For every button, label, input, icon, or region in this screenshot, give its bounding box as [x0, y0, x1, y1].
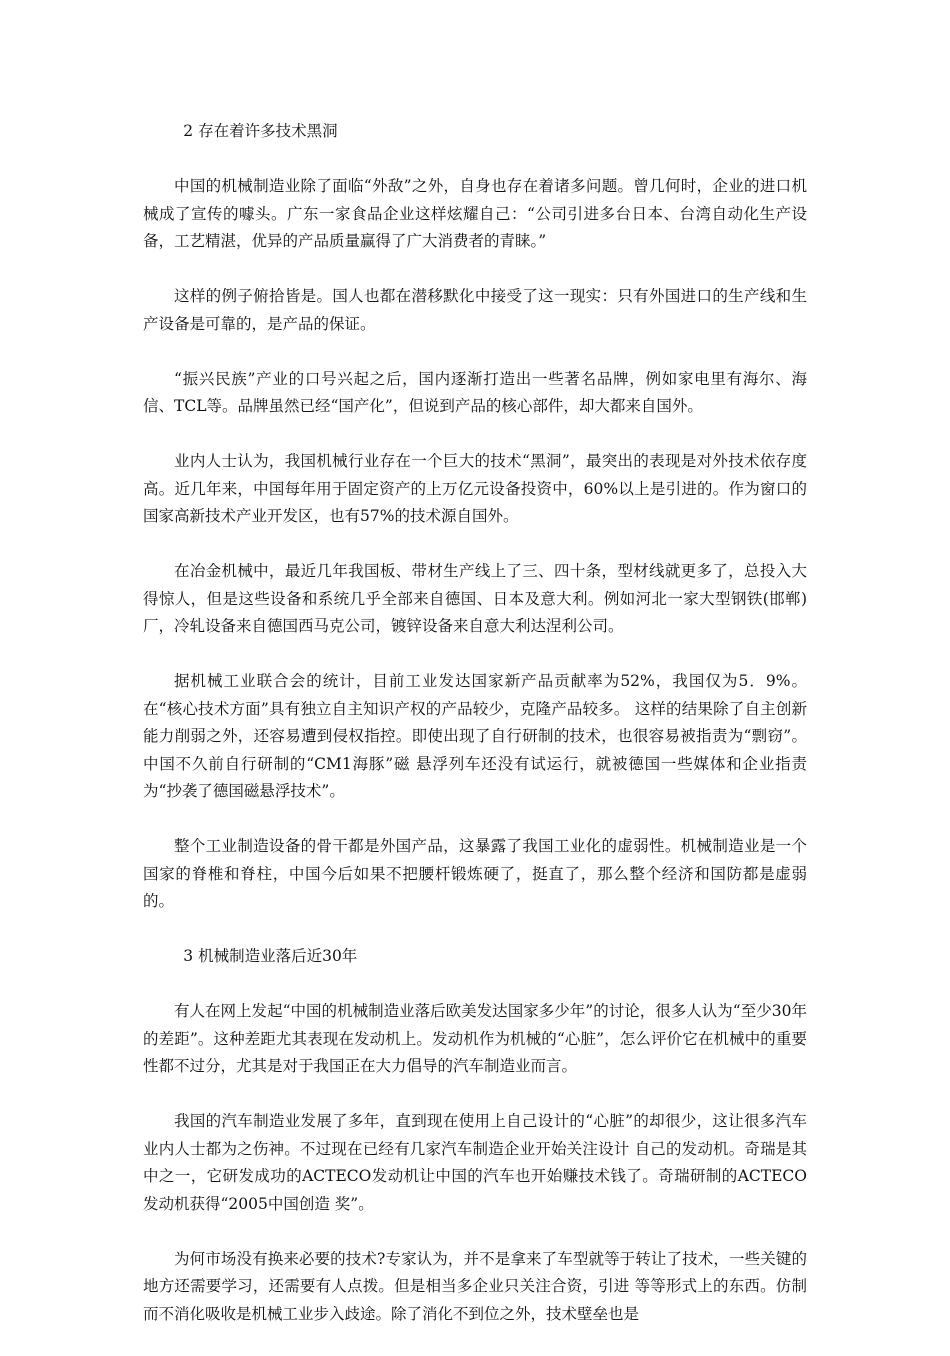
- section-heading: 3 机械制造业落后近30年: [183, 947, 358, 965]
- document-body: [143, 118, 807, 1356]
- paragraph: “振兴民族”产业的口号兴起之后，国内逐渐打造出一些著名品牌，例如家电里有海尔、海信、TCL等。品牌虽然已经“国产化”，但说到产品的核心部件，却大都来自国外。: [143, 369, 807, 415]
- paragraph: 整个工业制造设备的骨干都是外国产品，这暴露了我国工业化的虚弱性。机械制造业是一个国家的脊椎和脊柱，中国今后如果不把腰杆锻炼硬了，挺直了，那么整个经济和国防都是虚弱的。: [143, 837, 807, 910]
- paragraph: 在冶金机械中，最近几年我国板、带材生产线上了三、四十条，型材线就更多了，总投入大得惊人，但是这些设备和系统几乎全部来自德国、日本及意大利。例如河北一家大型钢铁(邯郸)厂，冷轧设备来自德国西马克公司，镀锌设备来自意大利达涅利公司。: [143, 562, 807, 635]
- paragraph: 有人在网上发起“中国的机械制造业落后欧美发达国家多少年”的讨论，很多人认为“至少30年的差距”。这种差距尤其表现在发动机上。发动机作为机械的“心脏”，怎么评价它在机械中的重要性都不过分，尤其是对于我国正在大力倡导的汽车制造业而言。: [143, 1002, 807, 1075]
- paragraph: 业内人士认为，我国机械行业存在一个巨大的技术“黑洞”，最突出的表现是对外技术依存度高。近几年来，中国每年用于固定资产的上万亿元设备投资中，60%以上是引进的。作为窗口的国家高新技术产业开发区，也有57%的技术源自国外。: [143, 452, 807, 525]
- paragraph: 这样的例子俯拾皆是。国人也都在潜移默化中接受了这一现实：只有外国进口的生产线和生产设备是可靠的，是产品的保证。: [143, 287, 807, 333]
- paragraph: 中国的机械制造业除了面临“外敌”之外，自身也存在着诸多问题。曾几何时，企业的进口机械成了宣传的噱头。广东一家食品企业这样炫耀自己：“公司引进多台日本、台湾自动化生产设备，工艺精湛，优异的产品质量赢得了广大消费者的青睐。”: [143, 177, 807, 250]
- paragraph: 据机械工业联合会的统计，目前工业发达国家新产品贡献率为52%，我国仅为5．9%。在“核心技术方面”具有独立自主知识产权的产品较少，克隆产品较多。 这样的结果除了自主创新能力削弱之外，还容易遭到侵权指控。即使出现了自行研制的技术，也很容易被指责为“剽窃”。中国不久前自行研制的“CM1海豚”磁 悬浮列车还没有试运行，就被德国一些媒体和企业指责为“抄袭了德国磁悬浮技术”。: [143, 672, 807, 800]
- section-heading: 2 存在着许多技术黑洞: [183, 122, 338, 140]
- paragraph: 我国的汽车制造业发展了多年，直到现在使用上自己设计的“心脏”的却很少，这让很多汽车业内人士都为之伤神。不过现在已经有几家汽车制造企业开始关注设计 自己的发动机。奇瑞是其中之一，它研发成功的ACTECO发动机让中国的汽车也开始赚技术钱了。奇瑞研制的ACTECO发动机获得“2005中国创造 奖”。: [143, 1112, 807, 1213]
- paragraph: 为何市场没有换来必要的技术?专家认为，并不是拿来了车型就等于转让了技术，一些关键的地方还需要学习，还需要有人点拨。但是相当多企业只关注合资，引进 等等形式上的东西。仿制而不消化吸收是机械工业步入歧途。除了消化不到位之外，技术壁垒也是: [143, 1249, 807, 1323]
